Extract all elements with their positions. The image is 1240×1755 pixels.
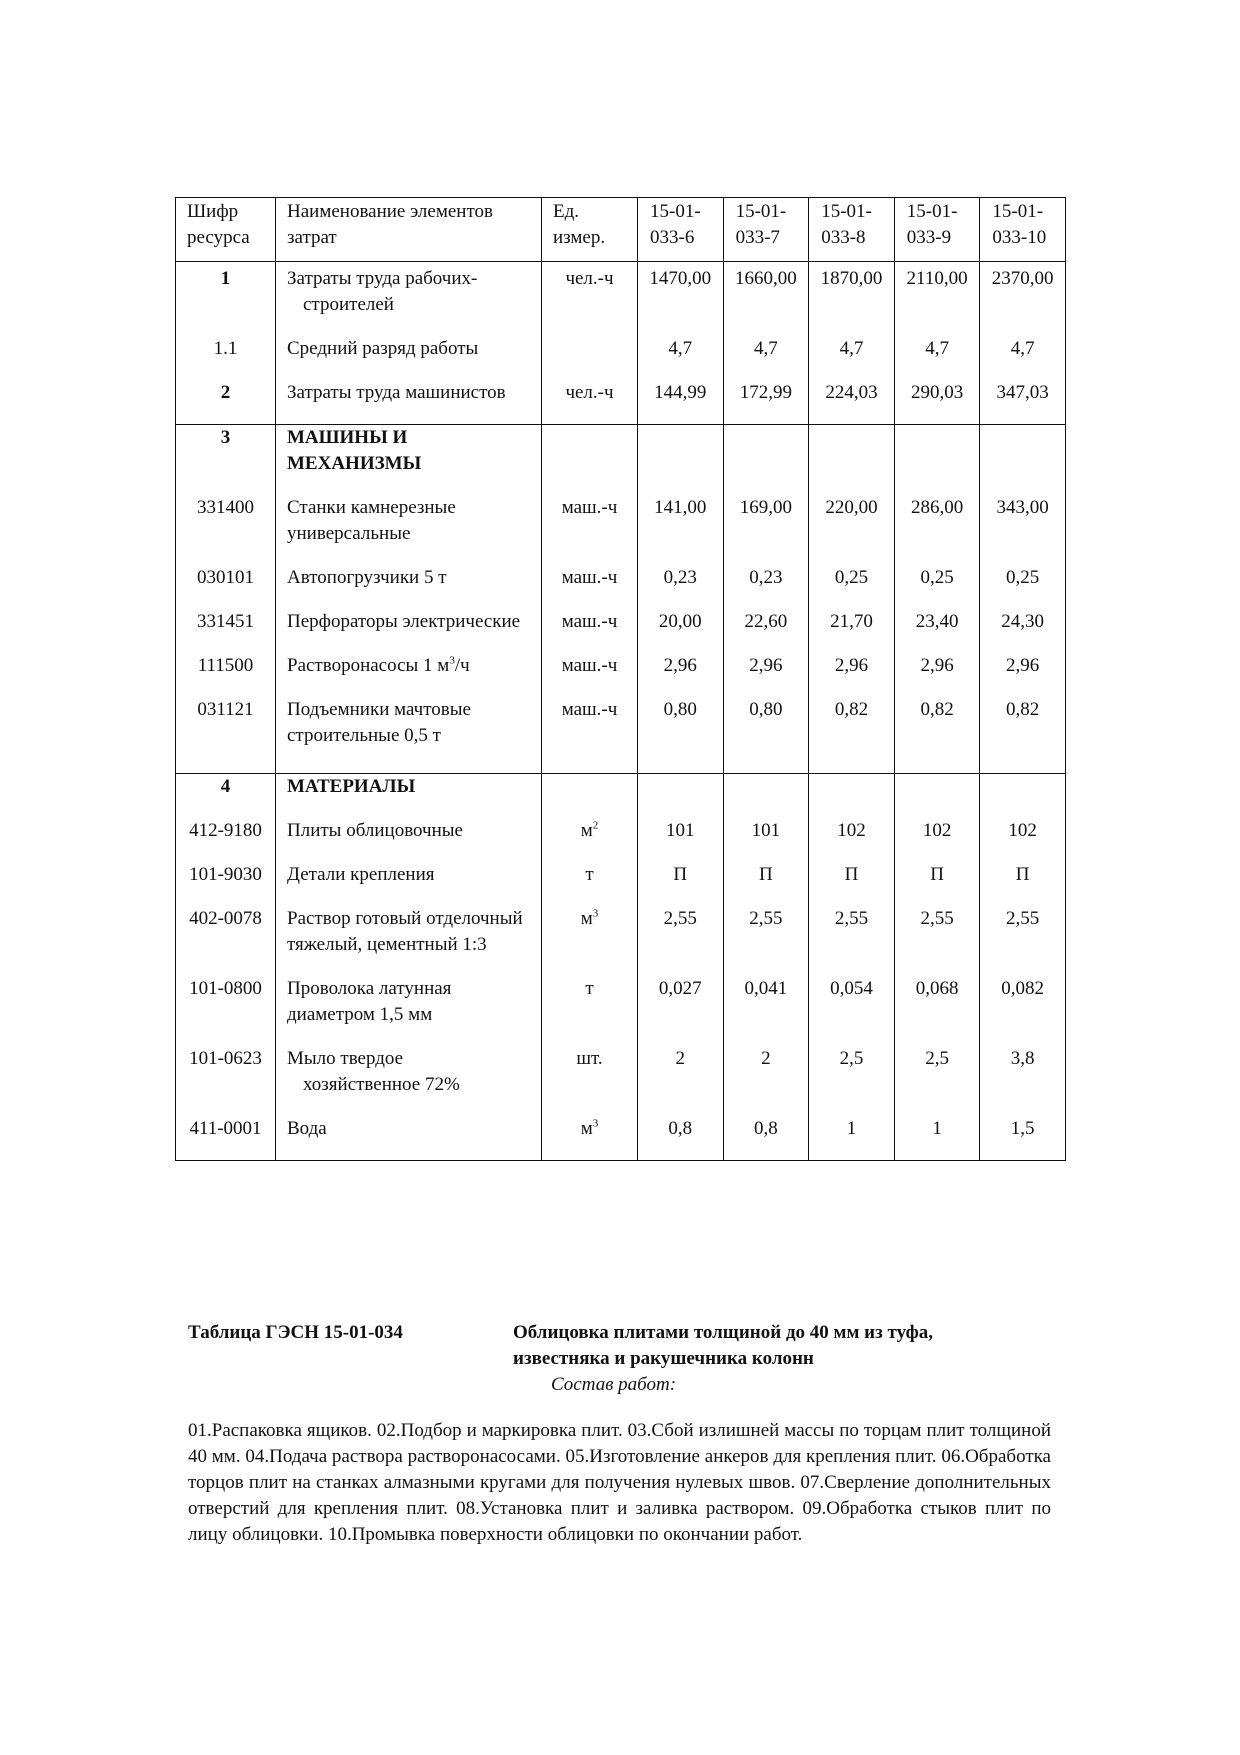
superscript: 2 [592, 819, 599, 832]
table-row [176, 906, 1066, 976]
resource-value: 2,55 [894, 906, 980, 976]
resource-value: 2,96 [638, 653, 724, 697]
resource-value: 2110,00 [894, 262, 980, 337]
resource-code: 031121 [176, 697, 276, 774]
header-norm-code: 15-01-033-10 [980, 198, 1066, 262]
resource-unit: т [542, 976, 638, 1046]
table-row [176, 262, 1066, 337]
resource-code: 030101 [176, 565, 276, 609]
resource-value: 2,55 [980, 906, 1066, 976]
resource-unit [542, 425, 638, 496]
resource-name-text: /ч [454, 655, 470, 676]
resource-value: 2,55 [638, 906, 724, 976]
table-row [176, 380, 1066, 425]
resource-unit: маш.-ч [542, 653, 638, 697]
resource-name-line: строителей [303, 294, 394, 315]
resource-name: Перфораторы электрические [276, 609, 542, 653]
table-title: Облицовка плитами толщиной до 40 мм из туфа, известняка и ракушечника колонн [513, 1322, 934, 1369]
resource-value: 2 [723, 1046, 809, 1116]
superscript: 3 [592, 907, 599, 920]
unit-text: м [580, 908, 593, 929]
resource-value: 0,82 [980, 697, 1066, 774]
table-row [176, 565, 1066, 609]
resource-value [894, 425, 980, 496]
resource-name [276, 1046, 542, 1116]
resource-value: 102 [894, 818, 980, 862]
resource-name: Станки камнерезные универсальные [276, 495, 542, 565]
resource-unit [542, 906, 638, 976]
resource-code: 101-0623 [176, 1046, 276, 1116]
resource-value: 0,80 [638, 697, 724, 774]
resource-value [894, 774, 980, 819]
header-code: Шифр ресурса [176, 198, 276, 262]
resource-value: П [894, 862, 980, 906]
resource-value: 0,82 [894, 697, 980, 774]
resource-value: 3,8 [980, 1046, 1066, 1116]
resource-value: 224,03 [809, 380, 895, 425]
resource-name-line: хозяйственное 72% [303, 1074, 460, 1095]
resource-value: 286,00 [894, 495, 980, 565]
header-name: Наименование элементов затрат [276, 198, 542, 262]
resource-value: 0,8 [638, 1116, 724, 1161]
resource-unit [542, 336, 638, 380]
resource-table [175, 197, 1066, 1161]
resource-value: 1470,00 [638, 262, 724, 337]
resource-value: 0,80 [723, 697, 809, 774]
resource-unit [542, 1116, 638, 1161]
header-norm-code: 15-01-033-6 [638, 198, 724, 262]
resource-unit: маш.-ч [542, 495, 638, 565]
table-header-row [176, 198, 1066, 262]
section-title: МАШИНЫ И МЕХАНИЗМЫ [276, 425, 542, 496]
resource-value: 0,8 [723, 1116, 809, 1161]
resource-value: 141,00 [638, 495, 724, 565]
resource-value: 2,96 [723, 653, 809, 697]
resource-value: 4,7 [638, 336, 724, 380]
works-description: 01.Распаковка ящиков. 02.Подбор и маркировка плит. 03.Сбой излишней массы по торцам плит толщиной 40 мм. 04.Подача раствора растворонасосами. 05.Изготовление анкеров для крепления плит. 06.Обработка торцов плит на станках алмазными кругами для получения нулевых швов. 07.Сверление дополнительных отверстий для крепления плит. 08.Установка плит и заливка раствором. 09.Обработка стыков плит по лицу облицовки. 10.Промывка поверхности облицовки по окончании работ. [188, 1420, 1051, 1545]
resource-value: 23,40 [894, 609, 980, 653]
resource-value: 2 [638, 1046, 724, 1116]
resource-code: 331451 [176, 609, 276, 653]
resource-name: Подъемники мачтовые строительные 0,5 т [276, 697, 542, 774]
resource-name: Вода [276, 1116, 542, 1161]
table-row [176, 653, 1066, 697]
resource-value: 169,00 [723, 495, 809, 565]
resource-unit: шт. [542, 1046, 638, 1116]
resource-name: Средний разряд работы [276, 336, 542, 380]
resource-name-text: Растворонасосы 1 м [287, 655, 450, 676]
resource-value: 347,03 [980, 380, 1066, 425]
table-row [176, 697, 1066, 774]
resource-value: 2,5 [894, 1046, 980, 1116]
resource-name: Проволока латунная диаметром 1,5 мм [276, 976, 542, 1046]
resource-value: 24,30 [980, 609, 1066, 653]
resource-value [809, 425, 895, 496]
resource-value: 2,96 [980, 653, 1066, 697]
resource-unit [542, 774, 638, 819]
header-unit: Ед. измер. [542, 198, 638, 262]
table-row [176, 1116, 1066, 1161]
resource-name-line: Мыло твердое [287, 1048, 404, 1069]
table-row [176, 818, 1066, 862]
composition-label: Состав работ: [551, 1374, 677, 1395]
superscript: 3 [449, 654, 455, 667]
resource-value: 1660,00 [723, 262, 809, 337]
resource-value: 0,054 [809, 976, 895, 1046]
resource-name: Детали крепления [276, 862, 542, 906]
resource-value [723, 774, 809, 819]
table-id: Таблица ГЭСН 15-01-034 [188, 1322, 403, 1343]
resource-value: 343,00 [980, 495, 1066, 565]
header-norm-code: 15-01-033-7 [723, 198, 809, 262]
resource-value: 2,96 [894, 653, 980, 697]
resource-value: 101 [723, 818, 809, 862]
resource-value: 172,99 [723, 380, 809, 425]
resource-name: Автопогрузчики 5 т [276, 565, 542, 609]
resource-value: 2,55 [723, 906, 809, 976]
resource-code: 1 [176, 262, 276, 337]
resource-unit: чел.-ч [542, 380, 638, 425]
table-row [176, 425, 1066, 496]
resource-value: 0,82 [809, 697, 895, 774]
table-row [176, 976, 1066, 1046]
resource-value: 21,70 [809, 609, 895, 653]
table-row [176, 336, 1066, 380]
resource-value [723, 425, 809, 496]
resource-value: 4,7 [980, 336, 1066, 380]
resource-value [638, 425, 724, 496]
header-norm-code: 15-01-033-9 [894, 198, 980, 262]
resource-code: 402-0078 [176, 906, 276, 976]
resource-value: 22,60 [723, 609, 809, 653]
resource-code: 101-0800 [176, 976, 276, 1046]
resource-unit: маш.-ч [542, 697, 638, 774]
resource-value: 0,041 [723, 976, 809, 1046]
resource-value: 4,7 [894, 336, 980, 380]
resource-value: 2,96 [809, 653, 895, 697]
resource-value: 0,082 [980, 976, 1066, 1046]
resource-unit: чел.-ч [542, 262, 638, 337]
resource-code: 411-0001 [176, 1116, 276, 1161]
table-row [176, 862, 1066, 906]
resource-value [980, 425, 1066, 496]
superscript: 3 [592, 1117, 599, 1130]
unit-text: м [580, 820, 593, 841]
resource-value: 0,25 [894, 565, 980, 609]
resource-table-container [175, 197, 1065, 1161]
resource-value: 1870,00 [809, 262, 895, 337]
resource-value: 0,23 [723, 565, 809, 609]
resource-value: 220,00 [809, 495, 895, 565]
resource-value [809, 774, 895, 819]
resource-code: 101-9030 [176, 862, 276, 906]
resource-value: 1 [894, 1116, 980, 1161]
resource-value: 20,00 [638, 609, 724, 653]
resource-value: 144,99 [638, 380, 724, 425]
resource-value: 4,7 [723, 336, 809, 380]
resource-value: 101 [638, 818, 724, 862]
resource-value: П [980, 862, 1066, 906]
resource-name: Плиты облицовочные [276, 818, 542, 862]
resource-value: 0,068 [894, 976, 980, 1046]
resource-value: П [638, 862, 724, 906]
resource-value: П [809, 862, 895, 906]
resource-name: Раствор готовый отделочный тяжелый, цементный 1:3 [276, 906, 542, 976]
resource-unit: маш.-ч [542, 609, 638, 653]
resource-value: П [723, 862, 809, 906]
resource-unit: маш.-ч [542, 565, 638, 609]
unit-text: м [580, 1118, 593, 1139]
resource-value: 2,5 [809, 1046, 895, 1116]
resource-unit: т [542, 862, 638, 906]
resource-value [638, 774, 724, 819]
resource-value: 290,03 [894, 380, 980, 425]
resource-name-line: Затраты труда рабочих- [287, 268, 478, 289]
resource-name [276, 653, 542, 697]
section-code: 4 [176, 774, 276, 819]
section-title: МАТЕРИАЛЫ [276, 774, 542, 819]
resource-code: 1.1 [176, 336, 276, 380]
table-row [176, 495, 1066, 565]
resource-value [980, 774, 1066, 819]
resource-code: 111500 [176, 653, 276, 697]
resource-value: 2370,00 [980, 262, 1066, 337]
resource-code: 412-9180 [176, 818, 276, 862]
resource-value: 1,5 [980, 1116, 1066, 1161]
header-norm-code: 15-01-033-8 [809, 198, 895, 262]
section-code: 3 [176, 425, 276, 496]
table-row [176, 1046, 1066, 1116]
resource-name [276, 262, 542, 337]
resource-unit [542, 818, 638, 862]
table-row [176, 609, 1066, 653]
resource-value: 0,25 [980, 565, 1066, 609]
resource-value: 102 [809, 818, 895, 862]
resource-value: 102 [980, 818, 1066, 862]
resource-value: 0,23 [638, 565, 724, 609]
resource-value: 4,7 [809, 336, 895, 380]
resource-value: 2,55 [809, 906, 895, 976]
table-row [176, 774, 1066, 819]
resource-value: 0,25 [809, 565, 895, 609]
resource-code: 2 [176, 380, 276, 425]
resource-name: Затраты труда машинистов [276, 380, 542, 425]
resource-code: 331400 [176, 495, 276, 565]
resource-value: 1 [809, 1116, 895, 1161]
resource-value: 0,027 [638, 976, 724, 1046]
